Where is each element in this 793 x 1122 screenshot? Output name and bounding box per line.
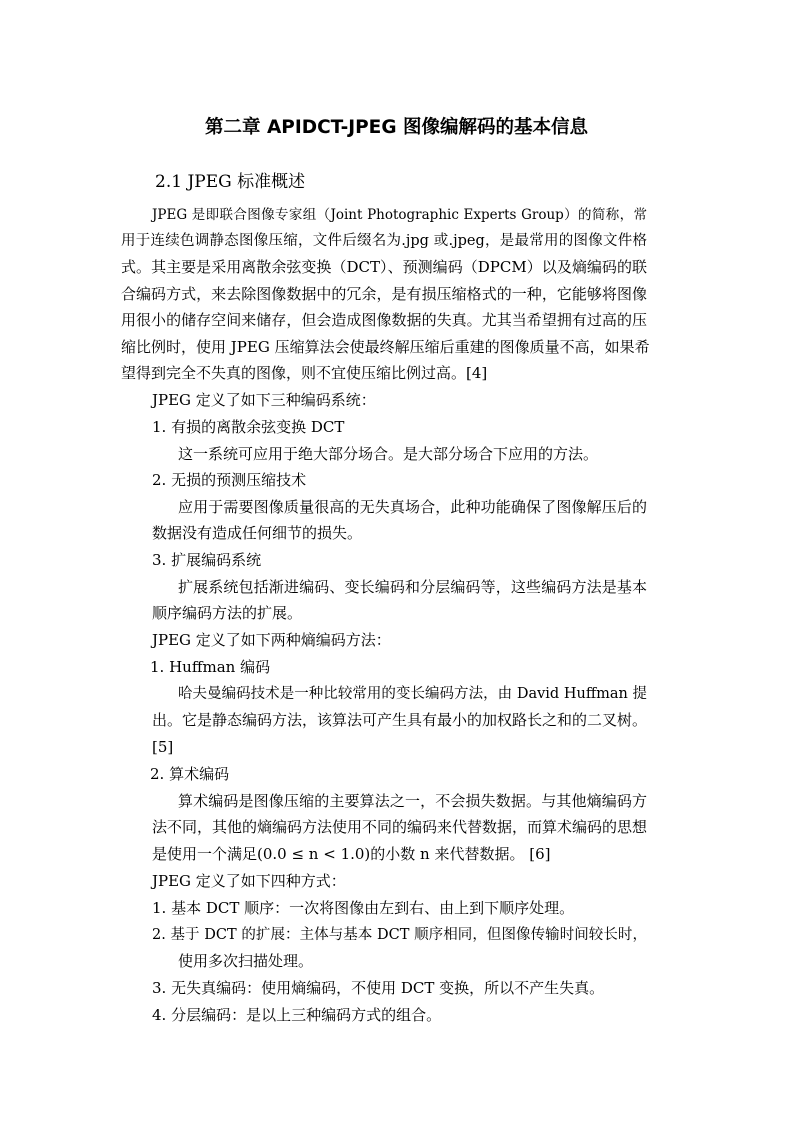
paragraph-line: 顺序编码方法的扩展。 xyxy=(152,604,303,622)
paragraph-line: 用很小的储存空间来储存，但会造成图像数据的失真。尤其当希望拥有过高的压 xyxy=(121,311,647,329)
list-item: 2. 无损的预测压缩技术 xyxy=(152,471,307,489)
paragraph-line: 缩比例时，使用 JPEG 压缩算法会使最终解压缩后重建的图像质量不高，如果希 xyxy=(121,338,650,356)
paragraph-line: JPEG 定义了如下三种编码系统： xyxy=(152,391,376,409)
list-item: 1. 基本 DCT 顺序：一次将图像由左到右、由上到下顺序处理。 xyxy=(152,899,575,917)
paragraph-line: 哈夫曼编码技术是一种比较常用的变长编码方法，由 David Huffman 提 xyxy=(178,686,647,702)
paragraph-line: 合编码方式，来去除图像数据中的冗余，是有损压缩格式的一种，它能够将图像 xyxy=(121,285,647,303)
paragraph-line: 使用多次扫描处理。 xyxy=(178,952,314,970)
paragraph-line: 式。其主要是采用离散余弦变换（DCT）、预测编码（DPCM）以及熵编码的联 xyxy=(121,258,647,276)
list-item: 3. 无失真编码：使用熵编码，不使用 DCT 变换，所以不产生失真。 xyxy=(152,979,605,997)
paragraph-line: JPEG 定义了如下两种熵编码方法： xyxy=(152,631,391,649)
paragraph-line: 出。它是静态编码方法，该算法可产生具有最小的加权路长之和的二叉树。 xyxy=(152,711,648,729)
section-heading: 2.1 JPEG 标准概述 xyxy=(155,172,306,192)
paragraph-line: 扩展系统包括渐进编码、变长编码和分层编码等，这些编码方法是基本 xyxy=(178,578,647,596)
paragraph-line: [5] xyxy=(152,738,174,756)
paragraph-line: JPEG 是即联合图像专家组（Joint Photographic Experts Group）的简称，常 xyxy=(152,207,647,223)
paragraph-line: 这一系统可应用于绝大部分场合。是大部分场合下应用的方法。 xyxy=(178,445,599,463)
list-item: 3. 扩展编码系统 xyxy=(152,551,262,569)
paragraph-line: 应用于需要图像质量很高的无失真场合，此种功能确保了图像解压后的 xyxy=(178,498,647,516)
list-item: 1. Huffman 编码 xyxy=(150,658,271,676)
paragraph-line: 是使用一个满足(0.0 ≤ n < 1.0)的小数 n 来代替数据。 [6] xyxy=(152,845,551,863)
paragraph-line: 望得到完全不失真的图像，则不宜使压缩比例过高。[4] xyxy=(121,364,488,382)
paragraph-line: 用于连续色调静态图像压缩，文件后缀名为.jpg 或.jpeg，是最常用的图像文件格 xyxy=(121,233,647,249)
list-item: 4. 分层编码：是以上三种编码方式的组合。 xyxy=(152,1006,442,1024)
paragraph-line: JPEG 定义了如下四种方式： xyxy=(152,872,346,890)
list-item: 2. 基于 DCT 的扩展：主体与基本 DCT 顺序相同，但图像传输时间较长时， xyxy=(152,927,647,943)
paragraph-line: 算术编码是图像压缩的主要算法之一，不会损失数据。与其他熵编码方 xyxy=(178,792,647,810)
list-item: 1. 有损的离散余弦变换 DCT xyxy=(152,418,345,436)
paragraph-line: 法不同，其他的熵编码方法使用不同的编码来代替数据，而算术编码的思想 xyxy=(152,818,648,836)
list-item: 2. 算术编码 xyxy=(150,765,230,783)
chapter-title: 第二章 APIDCT-JPEG 图像编解码的基本信息 xyxy=(205,117,588,138)
paragraph-line: 数据没有造成任何细节的损失。 xyxy=(152,524,363,542)
